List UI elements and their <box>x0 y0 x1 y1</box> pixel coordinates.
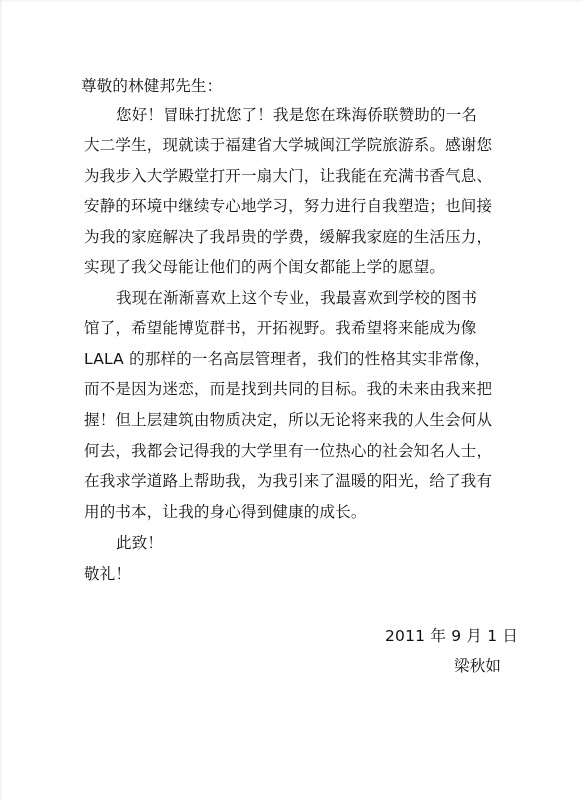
paragraph2-line-5: 握！但上层建筑由物质决定，所以无论将来我的人生会何从 <box>84 411 493 429</box>
scan-edge-left <box>0 0 2 800</box>
salutation: 尊敬的林健邦先生： <box>81 77 223 95</box>
closing-jingli: 敬礼！ <box>84 565 132 583</box>
paragraph2-line-1: 我现在渐渐喜欢上这个专业，我最喜欢到学校的图书 <box>116 289 478 307</box>
paragraph1-line-1: 您好！冒昧打扰您了！我是您在珠海侨联赞助的一名 <box>116 106 478 124</box>
paragraph2-line-6: 何去，我都会记得我的大学里有一位热心的社会知名人士， <box>84 442 493 460</box>
closing-cizhi: 此致！ <box>116 534 164 552</box>
paragraph2-line-3: LALA 的那样的一名高层管理者，我们的性格其实非常像， <box>84 350 491 368</box>
paragraph2-line-2: 馆了，希望能博览群书，开拓视野。我希望将来能成为像 <box>84 319 477 337</box>
paragraph2-line-8: 用的书本，让我的身心得到健康的成长。 <box>84 503 367 521</box>
signature-name: 梁秋如 <box>454 657 502 675</box>
paragraph1-line-5: 为我的家庭解决了我昂贵的学费，缓解我家庭的生活压力， <box>84 228 493 246</box>
paragraph2-line-7: 在我求学道路上帮助我，为我引来了温暖的阳光，给了我有 <box>84 472 493 490</box>
paragraph1-line-2: 大二学生，现就读于福建省大学城闽江学院旅游系。感谢您 <box>84 136 493 154</box>
paragraph1-line-3: 为我步入大学殿堂打开一扇大门，让我能在充满书香气息、 <box>84 167 493 185</box>
paragraph2-line-4: 而不是因为迷恋，而是找到共同的目标。我的未来由我来把 <box>84 380 493 398</box>
paragraph1-line-4: 安静的环境中继续专心地学习，努力进行自我塑造；也间接 <box>84 197 493 215</box>
letter-date: 2011 年 9 月 1 日 <box>385 627 519 645</box>
scan-edge-top <box>0 0 582 2</box>
paragraph1-line-6: 实现了我父母能让他们的两个闺女都能上学的愿望。 <box>84 258 446 276</box>
